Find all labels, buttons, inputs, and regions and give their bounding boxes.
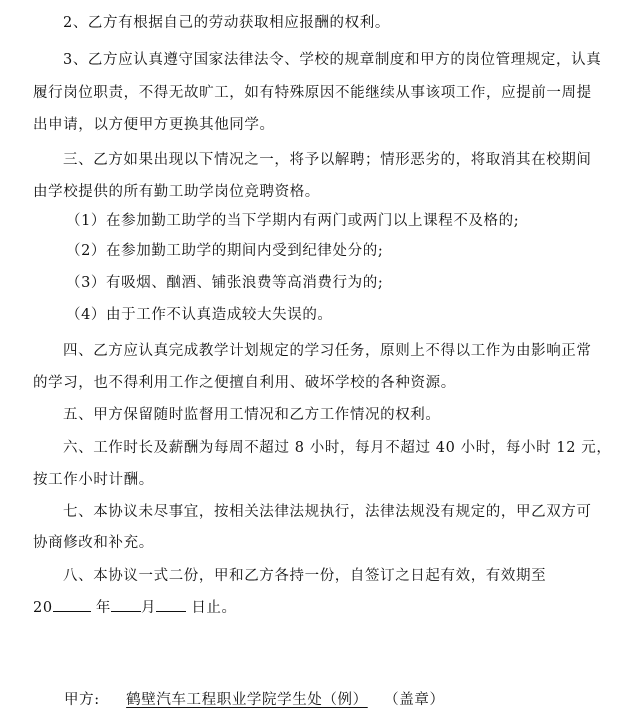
section-3-line-1: 三、乙方如果出现以下情况之一，将予以解聘；情形恶劣的，将取消其在校期间 xyxy=(63,152,592,168)
date-prefix: 20 xyxy=(33,600,53,616)
signature-line xyxy=(64,690,445,710)
date-year-label: 年 xyxy=(95,600,111,616)
clause-3-line-2: 履行岗位职责，不得无故旷工，如有特殊原因不能继续从事该项工作，应提前一周提 xyxy=(33,85,592,101)
section-4-line-2: 的学习，也不得利用工作之便擅自利用、破坏学校的各种资源。 xyxy=(33,375,456,391)
party-a-label: 甲方: xyxy=(64,692,100,708)
date-month-label: 月 xyxy=(140,600,157,616)
condition-4: （4）由于工作不认真造成较大失误的。 xyxy=(66,307,333,323)
condition-3: （3）有吸烟、酗酒、铺张浪费等高消费行为的; xyxy=(66,275,384,291)
seal-label: （盖章） xyxy=(384,692,445,708)
validity-date-line xyxy=(33,597,237,618)
section-4-line-1: 四、乙方应认真完成教学计划规定的学习任务，原则上不得以工作为由影响正常 xyxy=(63,343,592,359)
party-a-organization: 鹤壁汽车工程职业学院学生处（例） xyxy=(126,692,368,708)
year-blank[interactable] xyxy=(53,597,91,612)
section-5: 五、甲方保留随时监督用工情况和乙方工作情况的权利。 xyxy=(63,407,441,423)
date-day-label: 日止。 xyxy=(191,600,237,616)
condition-1: （1）在参加勤工助学的当下学期内有两门或两门以上课程不及格的; xyxy=(66,213,520,229)
clause-3-line-1: 3、乙方应认真遵守国家法律法令、学校的规章制度和甲方的岗位管理规定，认真 xyxy=(63,52,602,68)
day-blank[interactable] xyxy=(156,597,186,612)
section-3-line-2: 由学校提供的所有勤工助学岗位竞聘资格。 xyxy=(33,184,320,200)
clause-3-line-3: 出申请，以方便甲方更换其他同学。 xyxy=(33,117,275,133)
clause-2: 2、乙方有根据自己的劳动获取相应报酬的权利。 xyxy=(63,15,390,31)
section-7-line-1: 七、本协议未尽事宜，按相关法律法规执行，法律法规没有规定的，甲乙双方可 xyxy=(63,504,592,520)
section-8: 八、本协议一式二份，甲和乙方各持一份，自签订之日起有效，有效期至 xyxy=(63,568,547,584)
section-7-line-2: 协商修改和补充。 xyxy=(33,535,154,551)
condition-2: （2）在参加勤工助学的期间内受到纪律处分的; xyxy=(66,243,384,259)
section-6-line-1: 六、工作时长及薪酬为每周不超过 8 小时，每月不超过 40 小时，每小时 12 元， xyxy=(63,440,612,456)
section-6-line-2: 按工作小时计酬。 xyxy=(33,472,154,488)
month-blank[interactable] xyxy=(111,597,141,612)
